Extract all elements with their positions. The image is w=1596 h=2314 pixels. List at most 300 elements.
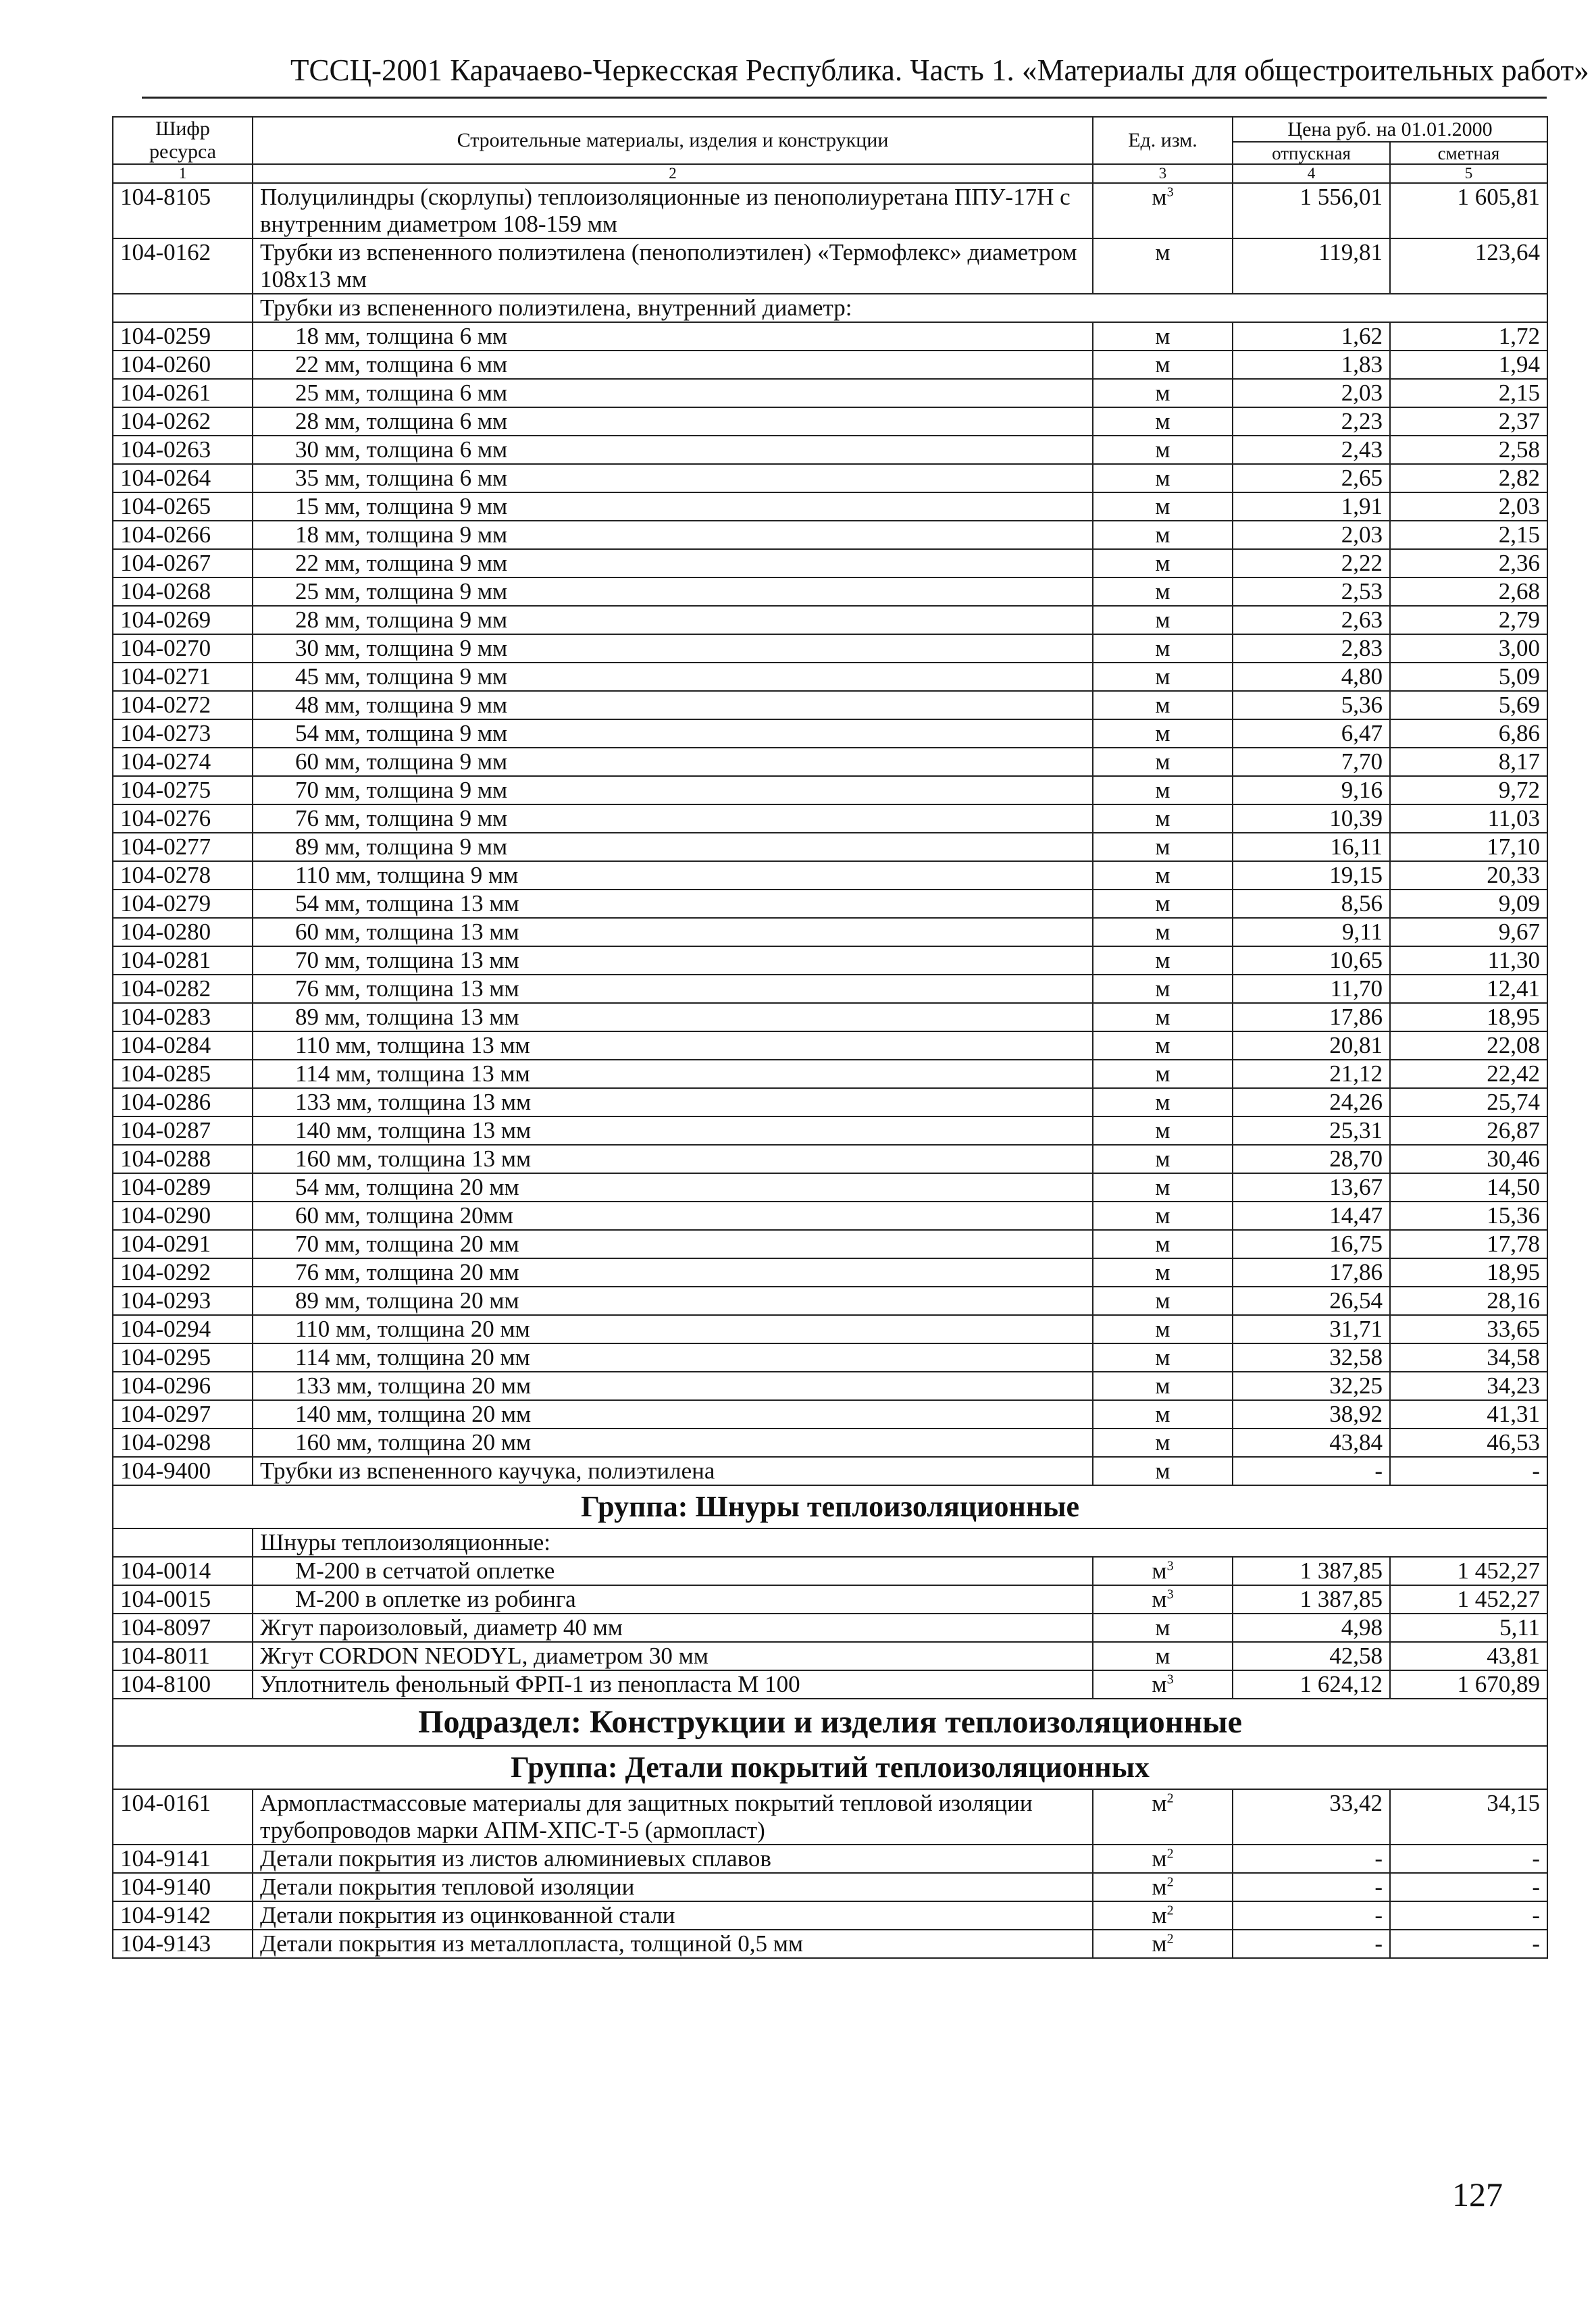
resource-code: 104-0259 [113, 322, 253, 351]
resource-code: 104-0277 [113, 833, 253, 861]
resource-code: 104-0271 [113, 663, 253, 691]
item-description: 110 мм, толщина 9 мм [253, 861, 1093, 890]
price-estimate: - [1390, 1901, 1547, 1930]
resource-code: 104-0269 [113, 606, 253, 634]
item-description: 76 мм, толщина 9 мм [253, 804, 1093, 833]
resource-code: 104-0282 [113, 975, 253, 1003]
price-release: 26,54 [1233, 1287, 1390, 1315]
unit-cell [1093, 804, 1233, 833]
item-description: 133 мм, толщина 13 мм [253, 1088, 1093, 1116]
col-number: 5 [1390, 164, 1547, 183]
price-release: 10,39 [1233, 804, 1390, 833]
price-release: 24,26 [1233, 1088, 1390, 1116]
group-heading-row [113, 1485, 1547, 1528]
item-description: М-200 в оплетке из робинга [253, 1585, 1093, 1614]
price-release: 1,91 [1233, 492, 1390, 521]
unit-cell [1093, 183, 1233, 238]
unit: м [1155, 239, 1170, 265]
price-release: 16,75 [1233, 1230, 1390, 1258]
unit: м [1155, 720, 1170, 746]
unit-cell [1093, 719, 1233, 748]
table-row [113, 577, 1547, 606]
resource-code: 104-0263 [113, 436, 253, 464]
table-row [113, 861, 1547, 890]
header-rule [142, 97, 1547, 99]
price-estimate: 11,30 [1390, 946, 1547, 975]
item-description: 54 мм, толщина 13 мм [253, 890, 1093, 918]
unit: м [1155, 408, 1170, 434]
table-row [113, 748, 1547, 776]
price-estimate: 2,82 [1390, 464, 1547, 492]
group-heading: Группа: Детали покрытий теплоизоляционных [113, 1746, 1547, 1789]
item-description: 140 мм, толщина 20 мм [253, 1400, 1093, 1429]
price-estimate: 2,79 [1390, 606, 1547, 634]
item-description: 160 мм, толщина 13 мм [253, 1145, 1093, 1173]
table-row [113, 1116, 1547, 1145]
table-row [113, 351, 1547, 379]
item-description: 89 мм, толщина 9 мм [253, 833, 1093, 861]
table-row [113, 379, 1547, 407]
resource-code: 104-0270 [113, 634, 253, 663]
item-description: 60 мм, толщина 9 мм [253, 748, 1093, 776]
table-row [113, 238, 1547, 294]
price-release: 1,62 [1233, 322, 1390, 351]
empty-cell [113, 1528, 253, 1557]
resource-code: 104-0292 [113, 1258, 253, 1287]
price-release: - [1233, 1845, 1390, 1873]
unit-cell [1093, 861, 1233, 890]
price-table [112, 116, 1548, 1959]
unit-cell [1093, 1116, 1233, 1145]
price-release: 20,81 [1233, 1031, 1390, 1060]
resource-code: 104-0274 [113, 748, 253, 776]
col-header-release: отпускная [1233, 142, 1390, 164]
price-release: 9,11 [1233, 918, 1390, 946]
item-description: 45 мм, толщина 9 мм [253, 663, 1093, 691]
price-release: 43,84 [1233, 1429, 1390, 1457]
col-number: 3 [1093, 164, 1233, 183]
price-estimate: 6,86 [1390, 719, 1547, 748]
price-estimate: 30,46 [1390, 1145, 1547, 1173]
unit: м [1152, 1902, 1167, 1928]
resource-code: 104-0288 [113, 1145, 253, 1173]
item-description: Детали покрытия из оцинкованной стали [253, 1901, 1093, 1930]
item-description: Детали покрытия из металлопласта, толщиной 0,5 мм [253, 1930, 1093, 1958]
item-description: 160 мм, толщина 20 мм [253, 1429, 1093, 1457]
resource-code: 104-0286 [113, 1088, 253, 1116]
table-row [113, 918, 1547, 946]
item-description: 35 мм, толщина 6 мм [253, 464, 1093, 492]
price-release: 14,47 [1233, 1202, 1390, 1230]
unit: м [1155, 1344, 1170, 1370]
empty-cell [113, 294, 253, 322]
price-release: 10,65 [1233, 946, 1390, 975]
resource-code: 104-0287 [113, 1116, 253, 1145]
price-estimate: 5,09 [1390, 663, 1547, 691]
item-description: 133 мм, толщина 20 мм [253, 1372, 1093, 1400]
resource-code: 104-9143 [113, 1930, 253, 1958]
unit: м [1155, 1287, 1170, 1314]
unit-power: 2 [1166, 1846, 1174, 1861]
price-release: 6,47 [1233, 719, 1390, 748]
unit-cell [1093, 1845, 1233, 1873]
price-release: 5,36 [1233, 691, 1390, 719]
table-row [113, 1258, 1547, 1287]
unit-cell [1093, 975, 1233, 1003]
col-number: 4 [1233, 164, 1390, 183]
unit-cell [1093, 1670, 1233, 1699]
unit: м [1155, 1316, 1170, 1342]
item-description: Армопластмассовые материалы для защитных покрытий тепловой изоляции трубопроводов марки АПМ-ХПС-Т-5 (армопласт) [253, 1789, 1093, 1845]
table-row [113, 521, 1547, 549]
col-header-code: Шифр ресурса [113, 117, 253, 164]
unit-cell [1093, 521, 1233, 549]
price-estimate: 2,03 [1390, 492, 1547, 521]
unit-cell [1093, 1585, 1233, 1614]
price-estimate: 2,36 [1390, 549, 1547, 577]
table-row [113, 1429, 1547, 1457]
resource-code: 104-0281 [113, 946, 253, 975]
item-description: 140 мм, толщина 13 мм [253, 1116, 1093, 1145]
subheading-row [113, 1528, 1547, 1557]
unit-cell [1093, 436, 1233, 464]
price-release: 2,22 [1233, 549, 1390, 577]
unit-cell [1093, 1614, 1233, 1642]
item-description: 114 мм, толщина 13 мм [253, 1060, 1093, 1088]
col-number: 2 [253, 164, 1093, 183]
table-row [113, 1585, 1547, 1614]
item-description: 28 мм, толщина 6 мм [253, 407, 1093, 436]
unit: м [1155, 663, 1170, 690]
unit: м [1155, 1372, 1170, 1399]
resource-code: 104-0296 [113, 1372, 253, 1400]
unit-cell [1093, 1031, 1233, 1060]
unit: м [1155, 550, 1170, 576]
unit-cell [1093, 776, 1233, 804]
item-description: 25 мм, толщина 6 мм [253, 379, 1093, 407]
price-estimate: 1,72 [1390, 322, 1547, 351]
price-release: 11,70 [1233, 975, 1390, 1003]
resource-code: 104-0272 [113, 691, 253, 719]
item-description: 48 мм, толщина 9 мм [253, 691, 1093, 719]
price-estimate: 9,72 [1390, 776, 1547, 804]
price-estimate: 2,37 [1390, 407, 1547, 436]
col-header-desc: Строительные материалы, изделия и конструкции [253, 117, 1093, 164]
item-description: 22 мм, толщина 6 мм [253, 351, 1093, 379]
resource-code: 104-0295 [113, 1343, 253, 1372]
resource-code: 104-8100 [113, 1670, 253, 1699]
price-estimate: 22,42 [1390, 1060, 1547, 1088]
unit: м [1155, 578, 1170, 605]
unit-cell [1093, 577, 1233, 606]
table-row [113, 975, 1547, 1003]
item-description: 110 мм, толщина 20 мм [253, 1315, 1093, 1343]
unit-cell [1093, 1315, 1233, 1343]
unit-cell [1093, 1642, 1233, 1670]
unit: м [1155, 521, 1170, 548]
unit-cell [1093, 379, 1233, 407]
resource-code: 104-0279 [113, 890, 253, 918]
unit-cell [1093, 1557, 1233, 1585]
price-estimate: 17,78 [1390, 1230, 1547, 1258]
price-release: 2,03 [1233, 521, 1390, 549]
price-release: 1 387,85 [1233, 1557, 1390, 1585]
unit-cell [1093, 748, 1233, 776]
resource-code: 104-0293 [113, 1287, 253, 1315]
column-number-row [113, 164, 1547, 183]
price-estimate: 25,74 [1390, 1088, 1547, 1116]
price-estimate: 2,15 [1390, 379, 1547, 407]
resource-code: 104-0275 [113, 776, 253, 804]
table-row [113, 833, 1547, 861]
table-row [113, 890, 1547, 918]
item-description: Полуцилиндры (скорлупы) теплоизоляционные из пенополиуретана ППУ-17Н с внутренним диаметром 108-159 мм [253, 183, 1093, 238]
unit: м [1155, 1458, 1170, 1484]
unit: м [1155, 692, 1170, 718]
table-row [113, 1614, 1547, 1642]
unit: м [1155, 1202, 1170, 1229]
resource-code: 104-9400 [113, 1457, 253, 1485]
price-release: 2,03 [1233, 379, 1390, 407]
resource-code: 104-0014 [113, 1557, 253, 1585]
price-release: - [1233, 1457, 1390, 1485]
price-estimate: 33,65 [1390, 1315, 1547, 1343]
resource-code: 104-8011 [113, 1642, 253, 1670]
unit-cell [1093, 634, 1233, 663]
col-number: 1 [113, 164, 253, 183]
unit: м [1152, 1874, 1167, 1900]
item-description: 22 мм, толщина 9 мм [253, 549, 1093, 577]
unit-power: 3 [1166, 1672, 1174, 1687]
resource-code: 104-0291 [113, 1230, 253, 1258]
item-description: Трубки из вспененного каучука, полиэтилена [253, 1457, 1093, 1485]
col-header-estimate: сметная [1390, 142, 1547, 164]
resource-code: 104-9140 [113, 1873, 253, 1901]
price-release: 16,11 [1233, 833, 1390, 861]
table-row [113, 1202, 1547, 1230]
item-description: 70 мм, толщина 20 мм [253, 1230, 1093, 1258]
price-release: 119,81 [1233, 238, 1390, 294]
table-row [113, 1930, 1547, 1958]
resource-code: 104-0278 [113, 861, 253, 890]
price-estimate: 22,08 [1390, 1031, 1547, 1060]
resource-code: 104-0267 [113, 549, 253, 577]
price-release: 13,67 [1233, 1173, 1390, 1202]
unit: м [1155, 777, 1170, 803]
table-row [113, 1060, 1547, 1088]
unit-cell [1093, 833, 1233, 861]
price-release: 2,43 [1233, 436, 1390, 464]
group-heading: Группа: Шнуры теплоизоляционные [113, 1485, 1547, 1528]
item-description: 110 мм, толщина 13 мм [253, 1031, 1093, 1060]
price-estimate: - [1390, 1930, 1547, 1958]
unit-cell [1093, 1429, 1233, 1457]
unit-cell [1093, 918, 1233, 946]
resource-code: 104-0265 [113, 492, 253, 521]
unit: м [1155, 465, 1170, 491]
unit-cell [1093, 322, 1233, 351]
unit-cell [1093, 1258, 1233, 1287]
unit: м [1155, 607, 1170, 633]
price-estimate: 9,67 [1390, 918, 1547, 946]
table-row [113, 1315, 1547, 1343]
price-estimate: 5,69 [1390, 691, 1547, 719]
unit-cell [1093, 407, 1233, 436]
unit: м [1152, 1558, 1167, 1584]
price-release: 17,86 [1233, 1258, 1390, 1287]
unit-cell [1093, 1343, 1233, 1372]
table-row [113, 1789, 1547, 1845]
item-description: Жгут пароизоловый, диаметр 40 мм [253, 1614, 1093, 1642]
table-row [113, 804, 1547, 833]
item-description: 28 мм, толщина 9 мм [253, 606, 1093, 634]
resource-code: 104-0290 [113, 1202, 253, 1230]
unit: м [1152, 1930, 1167, 1957]
price-release: 42,58 [1233, 1642, 1390, 1670]
price-release: 21,12 [1233, 1060, 1390, 1088]
resource-code: 104-0294 [113, 1315, 253, 1343]
unit: м [1155, 947, 1170, 973]
header-row [113, 117, 1547, 142]
item-description: 25 мм, толщина 9 мм [253, 577, 1093, 606]
price-estimate: 34,58 [1390, 1343, 1547, 1372]
price-estimate: 34,15 [1390, 1789, 1547, 1845]
resource-code: 104-0280 [113, 918, 253, 946]
subsection-heading-row [113, 1699, 1547, 1746]
price-release: 28,70 [1233, 1145, 1390, 1173]
unit-cell [1093, 1930, 1233, 1958]
table-row [113, 1343, 1547, 1372]
unit: м [1155, 748, 1170, 775]
subheading-row [113, 294, 1547, 322]
item-description: Уплотнитель фенольный ФРП-1 из пенопласта М 100 [253, 1670, 1093, 1699]
table-row [113, 1845, 1547, 1873]
table-row [113, 776, 1547, 804]
unit: м [1155, 323, 1170, 349]
price-release: 2,65 [1233, 464, 1390, 492]
price-release: - [1233, 1873, 1390, 1901]
resource-code: 104-0284 [113, 1031, 253, 1060]
table-row [113, 1400, 1547, 1429]
item-description: 89 мм, толщина 13 мм [253, 1003, 1093, 1031]
table-row [113, 1457, 1547, 1485]
table-row [113, 407, 1547, 436]
price-estimate: 123,64 [1390, 238, 1547, 294]
unit-cell [1093, 1003, 1233, 1031]
unit: м [1155, 1032, 1170, 1058]
subheading-label: Трубки из вспененного полиэтилена, внутренний диаметр: [253, 294, 1547, 322]
resource-code: 104-9142 [113, 1901, 253, 1930]
unit-cell [1093, 549, 1233, 577]
unit: м [1155, 890, 1170, 917]
table-row [113, 719, 1547, 748]
price-release: 7,70 [1233, 748, 1390, 776]
unit-cell [1093, 890, 1233, 918]
unit-cell [1093, 1901, 1233, 1930]
unit: м [1155, 1429, 1170, 1456]
price-release: 32,58 [1233, 1343, 1390, 1372]
price-release: 2,63 [1233, 606, 1390, 634]
unit: м [1155, 1117, 1170, 1143]
table-row [113, 1145, 1547, 1173]
unit: м [1155, 1401, 1170, 1427]
unit-cell [1093, 1173, 1233, 1202]
resource-code: 104-0015 [113, 1585, 253, 1614]
resource-code: 104-0289 [113, 1173, 253, 1202]
resource-code: 104-0266 [113, 521, 253, 549]
price-release: 1 624,12 [1233, 1670, 1390, 1699]
unit-power: 2 [1166, 1931, 1174, 1947]
unit: м [1152, 1790, 1167, 1816]
table-row [113, 549, 1547, 577]
price-estimate: 12,41 [1390, 975, 1547, 1003]
price-estimate: 15,36 [1390, 1202, 1547, 1230]
table-row [113, 492, 1547, 521]
unit-power: 3 [1166, 1558, 1174, 1574]
price-release: 1 387,85 [1233, 1585, 1390, 1614]
item-description: 70 мм, толщина 13 мм [253, 946, 1093, 975]
table-row [113, 183, 1547, 238]
unit-power: 2 [1166, 1791, 1174, 1806]
table-row [113, 1031, 1547, 1060]
unit-cell [1093, 1202, 1233, 1230]
unit-cell [1093, 238, 1233, 294]
item-description: 54 мм, толщина 9 мм [253, 719, 1093, 748]
unit-cell [1093, 691, 1233, 719]
item-description: 30 мм, толщина 6 мм [253, 436, 1093, 464]
price-estimate: - [1390, 1457, 1547, 1485]
item-description: 114 мм, толщина 20 мм [253, 1343, 1093, 1372]
table-row [113, 1287, 1547, 1315]
resource-code: 104-0268 [113, 577, 253, 606]
item-description: Жгут CORDON NEODYL, диаметром 30 мм [253, 1642, 1093, 1670]
col-header-unit: Ед. изм. [1093, 117, 1233, 164]
price-release: 1 556,01 [1233, 183, 1390, 238]
table-row [113, 1003, 1547, 1031]
table-row [113, 1173, 1547, 1202]
price-estimate: 20,33 [1390, 861, 1547, 890]
item-description: 30 мм, толщина 9 мм [253, 634, 1093, 663]
unit: м [1155, 436, 1170, 463]
resource-code: 104-0162 [113, 238, 253, 294]
unit-cell [1093, 1372, 1233, 1400]
resource-code: 104-0260 [113, 351, 253, 379]
unit: м [1152, 1586, 1167, 1612]
unit-power: 2 [1166, 1874, 1174, 1890]
resource-code: 104-0261 [113, 379, 253, 407]
price-estimate: 1,94 [1390, 351, 1547, 379]
table-row [113, 1670, 1547, 1699]
item-description: 18 мм, толщина 6 мм [253, 322, 1093, 351]
unit: м [1155, 1643, 1170, 1669]
resource-code: 104-8097 [113, 1614, 253, 1642]
unit: м [1155, 833, 1170, 860]
unit-cell [1093, 1088, 1233, 1116]
price-release: 31,71 [1233, 1315, 1390, 1343]
unit: м [1155, 1174, 1170, 1200]
price-estimate: 2,58 [1390, 436, 1547, 464]
table-row [113, 606, 1547, 634]
price-release: 2,83 [1233, 634, 1390, 663]
resource-code: 104-9141 [113, 1845, 253, 1873]
table-row [113, 1642, 1547, 1670]
price-release: 19,15 [1233, 861, 1390, 890]
price-release: 4,80 [1233, 663, 1390, 691]
item-description: 15 мм, толщина 9 мм [253, 492, 1093, 521]
price-release: 25,31 [1233, 1116, 1390, 1145]
resource-code: 104-0262 [113, 407, 253, 436]
unit-cell [1093, 663, 1233, 691]
